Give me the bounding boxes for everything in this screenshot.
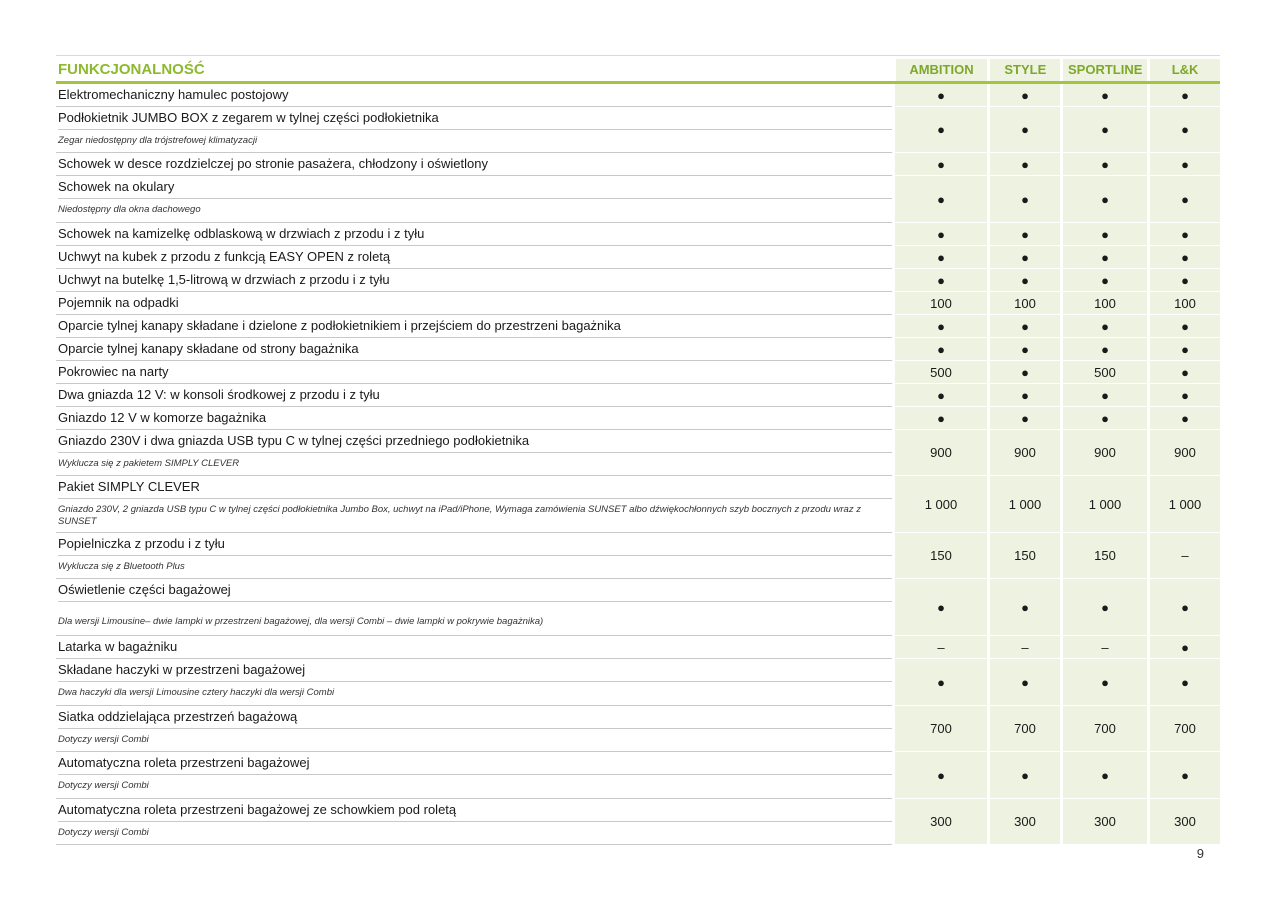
value-ambition: ● — [895, 338, 987, 361]
row-label-cell — [56, 338, 892, 361]
feature-note: Wyklucza się z pakietem SIMPLY CLEVER — [58, 458, 240, 469]
value-style: ● — [990, 269, 1060, 292]
feature-name: Pakiet SIMPLY CLEVER — [58, 476, 892, 499]
row-label-cell — [56, 579, 892, 636]
table-row — [56, 636, 1220, 659]
row-label-cell — [56, 636, 892, 659]
top-rule — [56, 55, 1220, 56]
value-style: ● — [990, 361, 1060, 384]
value-style: ● — [990, 107, 1060, 153]
value-ambition: ● — [895, 384, 987, 407]
row-label-cell — [56, 659, 892, 706]
table-row — [56, 476, 1220, 533]
value-ambition: ● — [895, 176, 987, 223]
value-lk: 300 — [1150, 799, 1220, 845]
feature-name: Pokrowiec na narty — [58, 364, 169, 379]
value-sportline: ● — [1063, 384, 1147, 407]
value-sportline: ● — [1063, 223, 1147, 246]
value-sportline: 150 — [1063, 533, 1147, 579]
value-lk: 900 — [1150, 430, 1220, 476]
row-label-cell — [56, 799, 892, 845]
row-label-cell — [56, 223, 892, 246]
feature-name: Oparcie tylnej kanapy składane od strony bagażnika — [58, 341, 359, 356]
feature-note: Dotyczy wersji Combi — [58, 780, 149, 791]
value-lk: ● — [1150, 636, 1220, 659]
value-ambition: 1 000 — [895, 476, 987, 533]
feature-name: Popielniczka z przodu i z tyłu — [58, 533, 892, 556]
feature-note: Gniazdo 230V, 2 gniazda USB typu C w tylnej części podłokietnika Jumbo Box, uchwyt na iPad/iPhone, Wymaga zamówienia SUNSET albo dźwiękochłonnych szyb bocznych z przodu wraz z SUNSET — [58, 504, 861, 527]
value-style: ● — [990, 384, 1060, 407]
feature-name: Uchwyt na kubek z przodu z funkcją EASY OPEN z roletą — [58, 249, 391, 264]
feature-name: Oświetlenie części bagażowej — [58, 579, 892, 602]
value-style: 700 — [990, 706, 1060, 752]
feature-name: Automatyczna roleta przestrzeni bagażowej — [58, 752, 892, 775]
value-sportline: 100 — [1063, 292, 1147, 315]
feature-name: Podłokietnik JUMBO BOX z zegarem w tylnej części podłokietnika — [58, 107, 892, 130]
value-lk: ● — [1150, 107, 1220, 153]
table-row — [56, 533, 1220, 579]
value-lk: ● — [1150, 269, 1220, 292]
value-style: ● — [990, 407, 1060, 430]
feature-name: Oparcie tylnej kanapy składane i dzielone z podłokietnikiem i przejściem do przestrzeni bagażnika — [58, 318, 621, 333]
value-ambition: ● — [895, 223, 987, 246]
value-sportline: ● — [1063, 407, 1147, 430]
value-lk: ● — [1150, 579, 1220, 636]
value-ambition: 500 — [895, 361, 987, 384]
feature-name: Gniazdo 12 V w komorze bagażnika — [58, 410, 267, 425]
table-row — [56, 384, 1220, 407]
value-sportline: ● — [1063, 107, 1147, 153]
table-row — [56, 430, 1220, 476]
page-number: 9 — [1196, 846, 1204, 861]
value-ambition: ● — [895, 269, 987, 292]
value-style: ● — [990, 223, 1060, 246]
value-lk: 1 000 — [1150, 476, 1220, 533]
value-ambition: ● — [895, 659, 987, 706]
value-style: ● — [990, 579, 1060, 636]
table-row — [56, 579, 1220, 636]
value-style: 900 — [990, 430, 1060, 476]
value-lk: ● — [1150, 407, 1220, 430]
row-label-cell — [56, 315, 892, 338]
value-lk: ● — [1150, 361, 1220, 384]
value-ambition: ● — [895, 153, 987, 176]
row-label-cell — [56, 706, 892, 752]
feature-note: Wyklucza się z Bluetooth Plus — [58, 561, 185, 572]
feature-name: Siatka oddzielająca przestrzeń bagażową — [58, 706, 892, 729]
row-label-cell — [56, 361, 892, 384]
table-row — [56, 799, 1220, 845]
table-row — [56, 706, 1220, 752]
table-row — [56, 292, 1220, 315]
value-style: ● — [990, 338, 1060, 361]
row-label-cell — [56, 384, 892, 407]
table-row — [56, 223, 1220, 246]
table-row — [56, 338, 1220, 361]
feature-note: Dwa haczyki dla wersji Limousine cztery haczyki dla wersji Combi — [58, 687, 335, 698]
row-label-cell — [56, 153, 892, 176]
value-ambition: ● — [895, 246, 987, 269]
row-label-cell — [56, 84, 892, 107]
value-ambition: 100 — [895, 292, 987, 315]
value-style: 300 — [990, 799, 1060, 845]
value-sportline: ● — [1063, 176, 1147, 223]
row-label-cell — [56, 476, 892, 533]
value-lk: – — [1150, 533, 1220, 579]
column-header-lk: L&K — [1150, 59, 1220, 81]
value-sportline: 1 000 — [1063, 476, 1147, 533]
feature-name: Schowek w desce rozdzielczej po stronie pasażera, chłodzony i oświetlony — [58, 156, 488, 171]
table-row — [56, 246, 1220, 269]
value-sportline: ● — [1063, 246, 1147, 269]
column-header-sportline: SPORTLINE — [1063, 59, 1147, 81]
row-label-cell — [56, 176, 892, 223]
feature-note: Dotyczy wersji Combi — [58, 827, 149, 838]
table-row — [56, 84, 1220, 107]
value-style: ● — [990, 752, 1060, 799]
table-row — [56, 269, 1220, 292]
value-sportline: – — [1063, 636, 1147, 659]
value-lk: ● — [1150, 659, 1220, 706]
value-sportline: ● — [1063, 338, 1147, 361]
feature-name: Gniazdo 230V i dwa gniazda USB typu C w tylnej części przedniego podłokietnika — [58, 430, 892, 453]
feature-note: Dotyczy wersji Combi — [58, 734, 149, 745]
table-row — [56, 407, 1220, 430]
value-lk: ● — [1150, 752, 1220, 799]
value-style: 1 000 — [990, 476, 1060, 533]
value-style: 100 — [990, 292, 1060, 315]
feature-table — [56, 55, 1220, 845]
feature-name: Latarka w bagażniku — [58, 639, 178, 654]
value-lk: ● — [1150, 384, 1220, 407]
value-lk: ● — [1150, 246, 1220, 269]
value-ambition: ● — [895, 315, 987, 338]
value-ambition: 900 — [895, 430, 987, 476]
value-ambition: 300 — [895, 799, 987, 845]
table-body — [56, 84, 1220, 845]
value-sportline: ● — [1063, 659, 1147, 706]
feature-note: Niedostępny dla okna dachowego — [58, 204, 201, 215]
value-lk: ● — [1150, 84, 1220, 107]
value-ambition: ● — [895, 107, 987, 153]
feature-name: Składane haczyki w przestrzeni bagażowej — [58, 659, 892, 682]
value-style: ● — [990, 659, 1060, 706]
value-sportline: 500 — [1063, 361, 1147, 384]
value-ambition: ● — [895, 407, 987, 430]
row-label-cell — [56, 107, 892, 153]
feature-name: Automatyczna roleta przestrzeni bagażowej ze schowkiem pod roletą — [58, 799, 892, 822]
value-style: 150 — [990, 533, 1060, 579]
feature-note: Dla wersji Limousine– dwie lampki w przestrzeni bagażowej, dla wersji Combi – dwie lampki w pokrywie bagażnika) — [58, 616, 544, 627]
value-lk: ● — [1150, 153, 1220, 176]
value-sportline: 300 — [1063, 799, 1147, 845]
feature-column-header: FUNKCJONALNOŚĆ — [58, 61, 205, 78]
column-header-ambition: AMBITION — [896, 59, 988, 81]
value-sportline: ● — [1063, 269, 1147, 292]
value-ambition: ● — [895, 579, 987, 636]
feature-name: Elektromechaniczny hamulec postojowy — [58, 87, 289, 102]
feature-name: Dwa gniazda 12 V: w konsoli środkowej z przodu i z tyłu — [58, 387, 380, 402]
value-ambition: 150 — [895, 533, 987, 579]
value-lk: ● — [1150, 315, 1220, 338]
table-row — [56, 176, 1220, 223]
feature-name: Pojemnik na odpadki — [58, 295, 179, 310]
value-lk: 100 — [1150, 292, 1220, 315]
value-ambition: – — [895, 636, 987, 659]
row-label-cell — [56, 752, 892, 799]
value-ambition: ● — [895, 752, 987, 799]
row-label-cell — [56, 407, 892, 430]
value-sportline: ● — [1063, 752, 1147, 799]
row-label-cell — [56, 533, 892, 579]
value-style: ● — [990, 84, 1060, 107]
value-lk: ● — [1150, 223, 1220, 246]
table-row — [56, 153, 1220, 176]
table-row — [56, 361, 1220, 384]
value-style: – — [990, 636, 1060, 659]
feature-name: Uchwyt na butelkę 1,5-litrową w drzwiach z przodu i z tyłu — [58, 272, 390, 287]
value-ambition: 700 — [895, 706, 987, 752]
row-label-cell — [56, 269, 892, 292]
table-row — [56, 752, 1220, 799]
feature-name: Schowek na okulary — [58, 176, 892, 199]
value-sportline: 700 — [1063, 706, 1147, 752]
value-style: ● — [990, 176, 1060, 223]
table-row — [56, 107, 1220, 153]
table-header — [56, 59, 1220, 81]
feature-note: Zegar niedostępny dla trójstrefowej klimatyzacji — [58, 135, 258, 146]
value-sportline: ● — [1063, 153, 1147, 176]
table-row — [56, 315, 1220, 338]
value-lk: 700 — [1150, 706, 1220, 752]
feature-name: Schowek na kamizelkę odblaskową w drzwiach z przodu i z tyłu — [58, 226, 425, 241]
value-style: ● — [990, 153, 1060, 176]
value-sportline: ● — [1063, 84, 1147, 107]
value-sportline: ● — [1063, 315, 1147, 338]
value-ambition: ● — [895, 84, 987, 107]
value-sportline: ● — [1063, 579, 1147, 636]
value-lk: ● — [1150, 176, 1220, 223]
column-header-style: STYLE — [990, 59, 1060, 81]
row-label-cell — [56, 246, 892, 269]
row-label-cell — [56, 430, 892, 476]
value-sportline: 900 — [1063, 430, 1147, 476]
value-style: ● — [990, 315, 1060, 338]
row-label-cell — [56, 292, 892, 315]
table-row — [56, 659, 1220, 706]
value-lk: ● — [1150, 338, 1220, 361]
value-style: ● — [990, 246, 1060, 269]
